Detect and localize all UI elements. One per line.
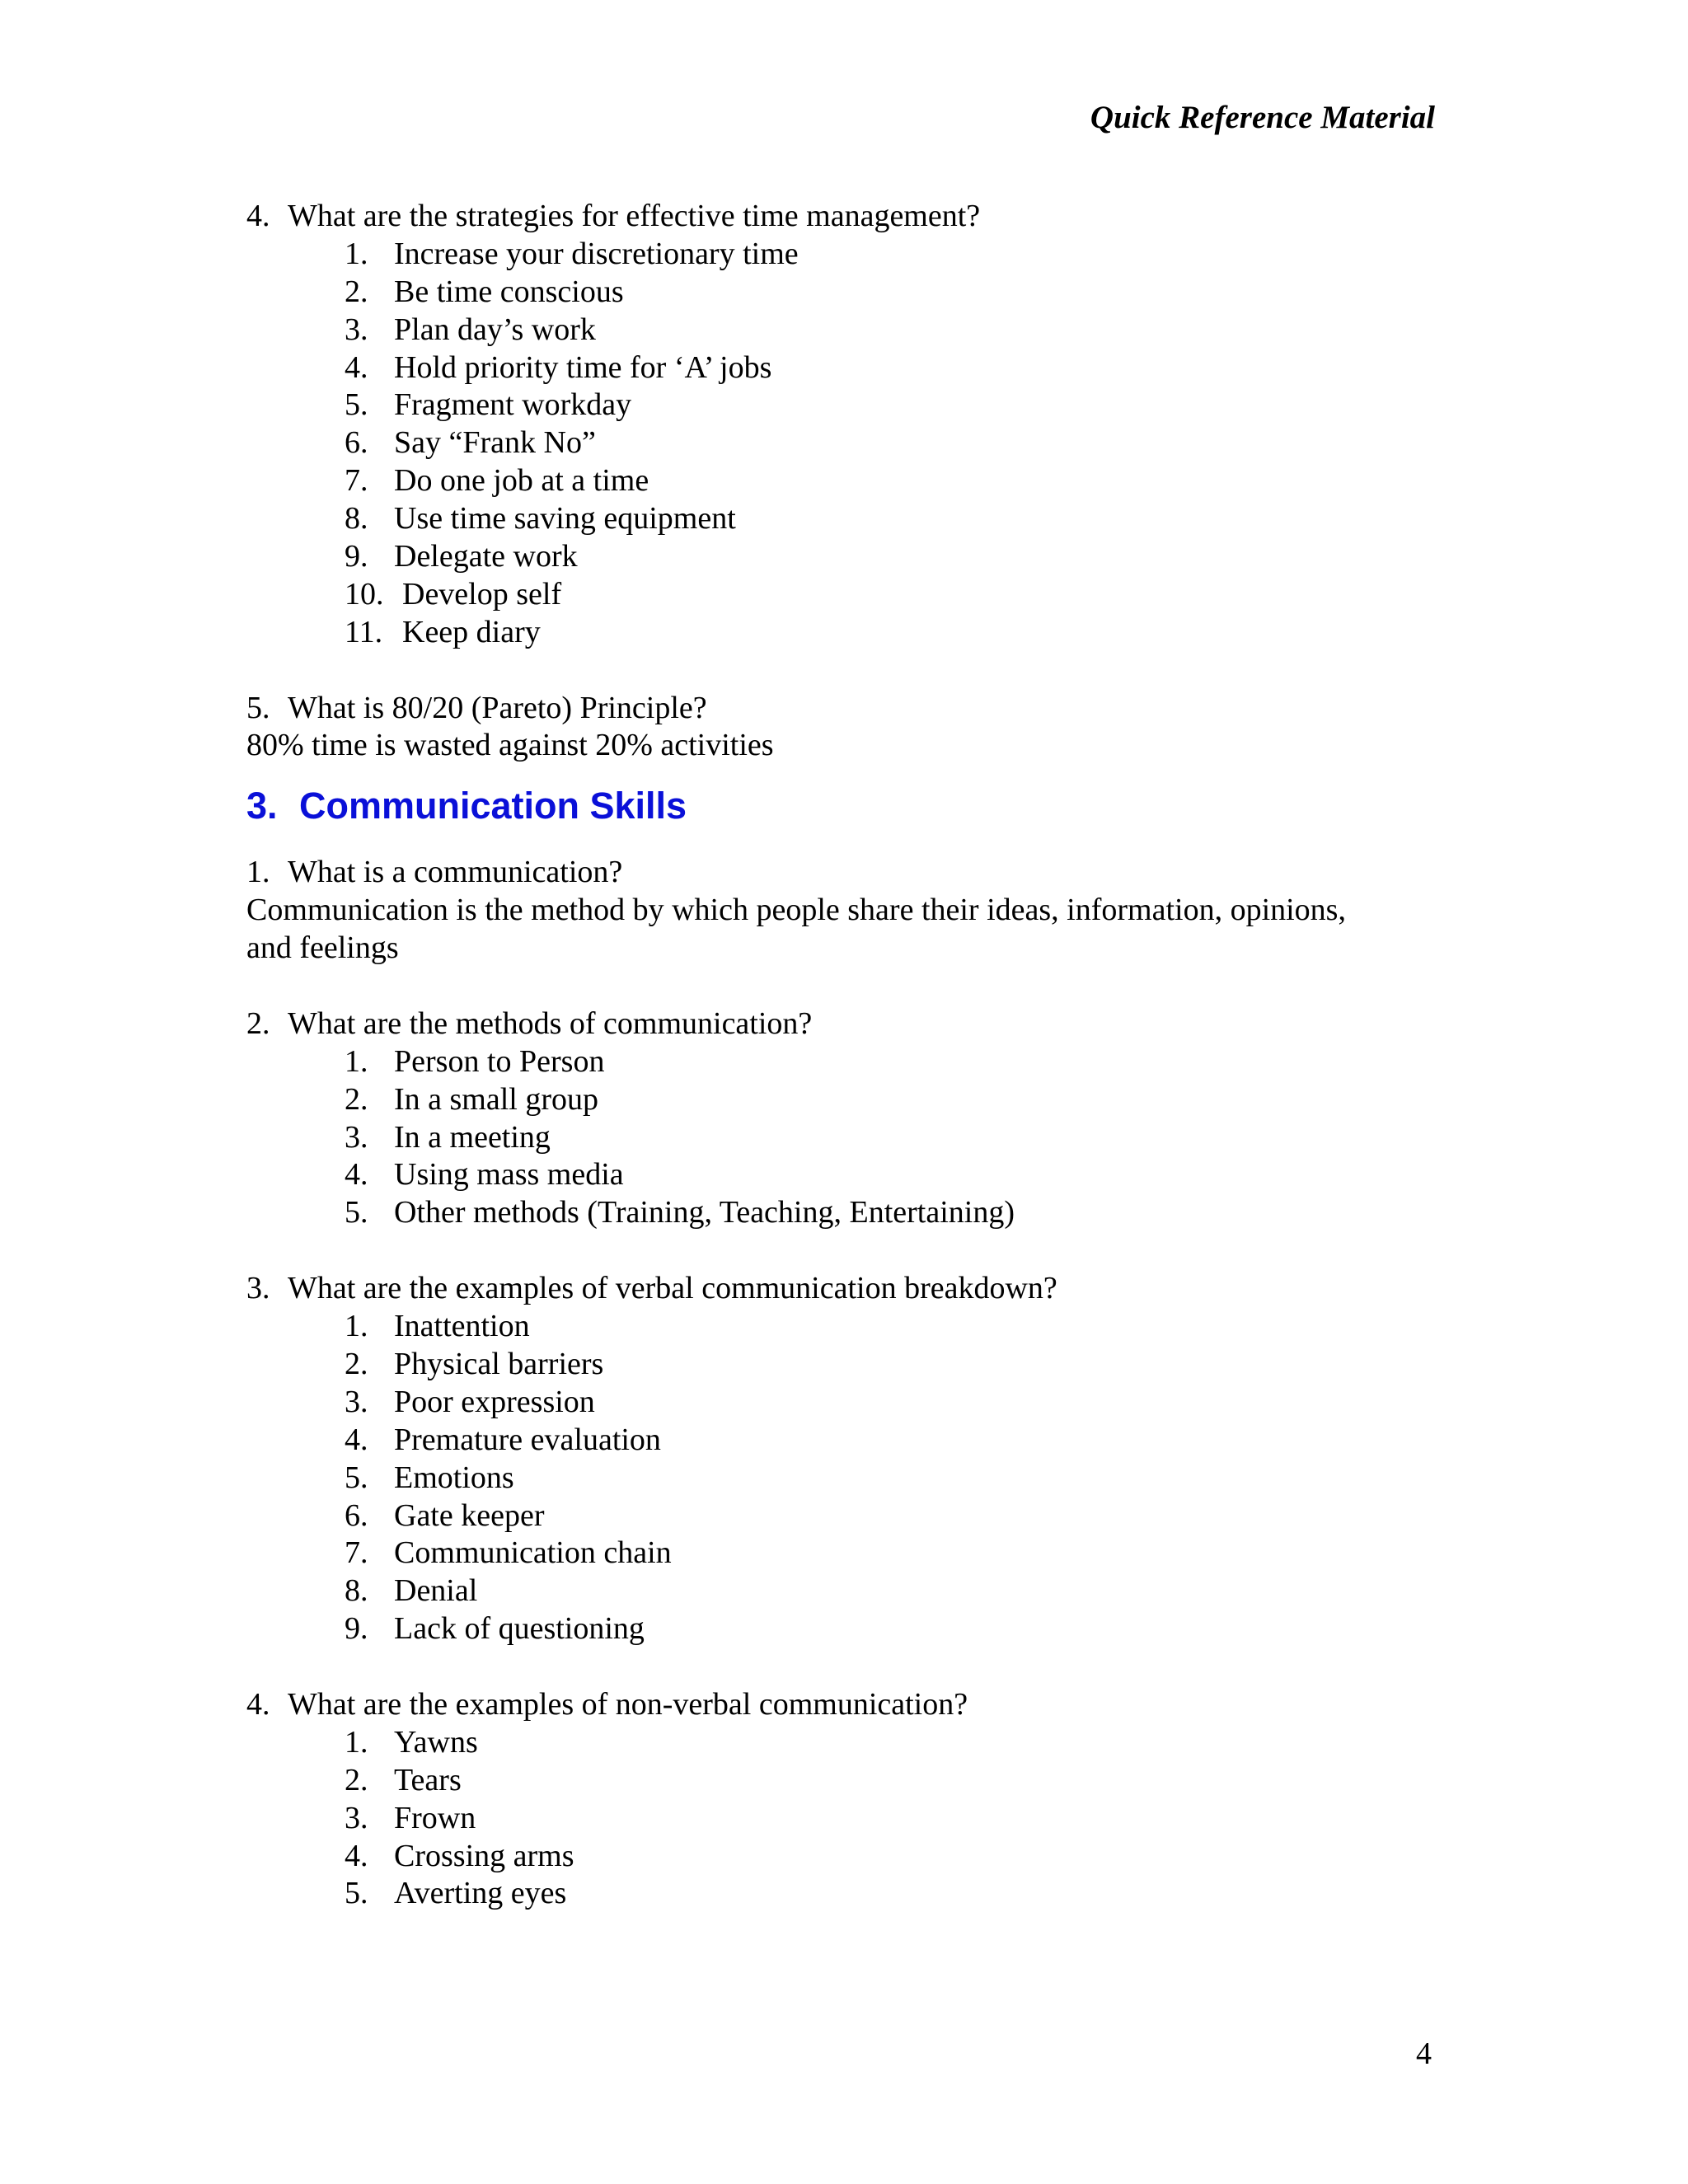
question-nonverbal [246, 1686, 1433, 1724]
list-item-number: 9. [345, 1611, 368, 1647]
list-item-text: Person to Person [394, 1043, 605, 1079]
list-item [246, 462, 1433, 500]
list-item-text: Premature evaluation [394, 1422, 661, 1457]
list-item-number: 1. [345, 1724, 368, 1760]
list-item-text: Gate keeper [394, 1497, 545, 1533]
nonverbal-list [246, 1724, 1433, 1913]
question-number: 4. [246, 199, 270, 233]
question-pareto [246, 690, 1433, 728]
list-item-text: Emotions [394, 1460, 514, 1495]
list-item-text: Use time saving equipment [394, 501, 736, 537]
list-item-text: Fragment workday [394, 387, 632, 423]
list-item-number: 2. [345, 274, 368, 309]
list-item-number: 4. [345, 1422, 368, 1457]
list-item-text: Increase your discretionary time [394, 236, 799, 271]
list-item-text: Yawns [394, 1724, 478, 1760]
list-item [246, 1043, 1433, 1081]
list-item-text: Tears [394, 1762, 462, 1797]
list-item-number: 6. [345, 1497, 368, 1533]
spacer [246, 1232, 1433, 1270]
list-item [246, 349, 1433, 387]
section-title: Communication Skills [299, 785, 687, 827]
answer-communication-line-1: Communication is the method by which people share their ideas, information, opinions, [246, 893, 1346, 928]
question-number: 5. [246, 690, 270, 725]
spacer [246, 968, 1433, 1005]
list-item-text: Lack of questioning [394, 1611, 645, 1647]
list-item-number: 5. [345, 1460, 368, 1495]
list-item [246, 1762, 1433, 1800]
list-item-number: 9. [345, 539, 368, 574]
list-item-number: 4. [345, 349, 368, 385]
list-item [246, 1119, 1433, 1157]
list-item [246, 1875, 1433, 1913]
spacer [246, 1648, 1433, 1686]
question-text: What is a communication? [288, 855, 623, 890]
list-item-text: Do one job at a time [394, 463, 649, 499]
list-item-number: 8. [345, 501, 368, 537]
list-item-number: 1. [345, 1309, 368, 1344]
list-item [246, 538, 1433, 576]
list-item [246, 1346, 1433, 1384]
list-item [246, 1081, 1433, 1119]
answer-pareto: 80% time is wasted against 20% activities [246, 728, 774, 763]
question-what-is-communication [246, 854, 1433, 892]
list-item-number: 2. [345, 1762, 368, 1797]
list-item-text: Keep diary [402, 614, 541, 649]
page-content [246, 198, 1433, 1913]
list-item [246, 576, 1433, 614]
list-item-number: 10. [345, 576, 384, 612]
list-item-text: Plan day’s work [394, 312, 596, 347]
list-item [246, 1838, 1433, 1876]
list-item [246, 1497, 1433, 1535]
list-item [246, 1572, 1433, 1610]
list-item [246, 1800, 1433, 1838]
question-number: 4. [246, 1686, 270, 1722]
list-item-text: In a meeting [394, 1119, 551, 1155]
list-item [246, 312, 1433, 349]
question-text: What is 80/20 (Pareto) Principle? [288, 690, 707, 725]
list-item-number: 6. [345, 425, 368, 461]
methods-list [246, 1043, 1433, 1232]
list-item-number: 5. [345, 387, 368, 423]
list-item-text: Say “Frank No” [394, 425, 596, 461]
running-header-title: Quick Reference Material [1090, 100, 1435, 135]
list-item-number: 1. [345, 1043, 368, 1079]
question-text: What are the examples of verbal communication breakdown? [288, 1271, 1057, 1306]
question-verbal-breakdown [246, 1270, 1433, 1308]
list-item [246, 236, 1433, 274]
list-item [246, 387, 1433, 424]
question-text: What are the methods of communication? [288, 1005, 813, 1041]
list-item-text: Averting eyes [394, 1876, 567, 1911]
list-item [246, 1422, 1433, 1460]
list-item-text: Crossing arms [394, 1838, 574, 1873]
question-time-strategies [246, 198, 1433, 236]
list-item-number: 3. [345, 1800, 368, 1835]
verbal-breakdown-list [246, 1308, 1433, 1648]
list-item-number: 8. [345, 1573, 368, 1609]
list-item [246, 614, 1433, 652]
list-item [246, 1724, 1433, 1762]
question-text: What are the strategies for effective time management? [288, 199, 981, 233]
section-heading-communication [246, 781, 1433, 831]
list-item [246, 1194, 1433, 1232]
list-item [246, 1610, 1433, 1648]
list-item-number: 2. [345, 1081, 368, 1117]
answer-communication-line-2: and feelings [246, 930, 399, 966]
list-item-number: 4. [345, 1157, 368, 1193]
list-item-number: 3. [345, 1384, 368, 1419]
list-item-number: 3. [345, 1119, 368, 1155]
list-item-text: Develop self [402, 576, 562, 612]
list-item-text: Frown [394, 1800, 476, 1835]
question-number: 1. [246, 855, 270, 890]
list-item-number: 7. [345, 1535, 368, 1571]
list-item-number: 7. [345, 463, 368, 499]
list-item-number: 5. [345, 1195, 368, 1230]
list-item [246, 1384, 1433, 1422]
list-item [246, 1308, 1433, 1346]
question-number: 2. [246, 1005, 270, 1041]
list-item-text: Physical barriers [394, 1346, 604, 1381]
list-item-number: 1. [345, 236, 368, 271]
list-item [246, 500, 1433, 538]
list-item-text: Hold priority time for ‘A’ jobs [394, 349, 772, 385]
page-number: 4 [1416, 2036, 1432, 2071]
list-item-text: Denial [394, 1573, 478, 1609]
list-item-number: 2. [345, 1346, 368, 1381]
question-number: 3. [246, 1271, 270, 1306]
list-item [246, 1460, 1433, 1497]
list-item-text: Be time conscious [394, 274, 624, 309]
list-item-text: Delegate work [394, 539, 578, 574]
list-item-text: In a small group [394, 1081, 599, 1117]
list-item [246, 424, 1433, 462]
list-item-number: 11. [345, 614, 383, 649]
question-text: What are the examples of non-verbal communication? [288, 1686, 968, 1722]
list-item-text: Using mass media [394, 1157, 624, 1193]
list-item-number: 5. [345, 1876, 368, 1911]
list-item-text: Poor expression [394, 1384, 595, 1419]
question-methods [246, 1005, 1433, 1043]
list-item-text: Other methods (Training, Teaching, Entertaining) [394, 1195, 1015, 1230]
list-item-number: 3. [345, 312, 368, 347]
time-strategies-list [246, 236, 1433, 652]
list-item [246, 1156, 1433, 1194]
list-item-text: Inattention [394, 1309, 530, 1344]
spacer [246, 652, 1433, 690]
section-number: 3. [246, 785, 278, 827]
list-item [246, 274, 1433, 312]
list-item-text: Communication chain [394, 1535, 672, 1571]
list-item-number: 4. [345, 1838, 368, 1873]
list-item [246, 1535, 1433, 1572]
